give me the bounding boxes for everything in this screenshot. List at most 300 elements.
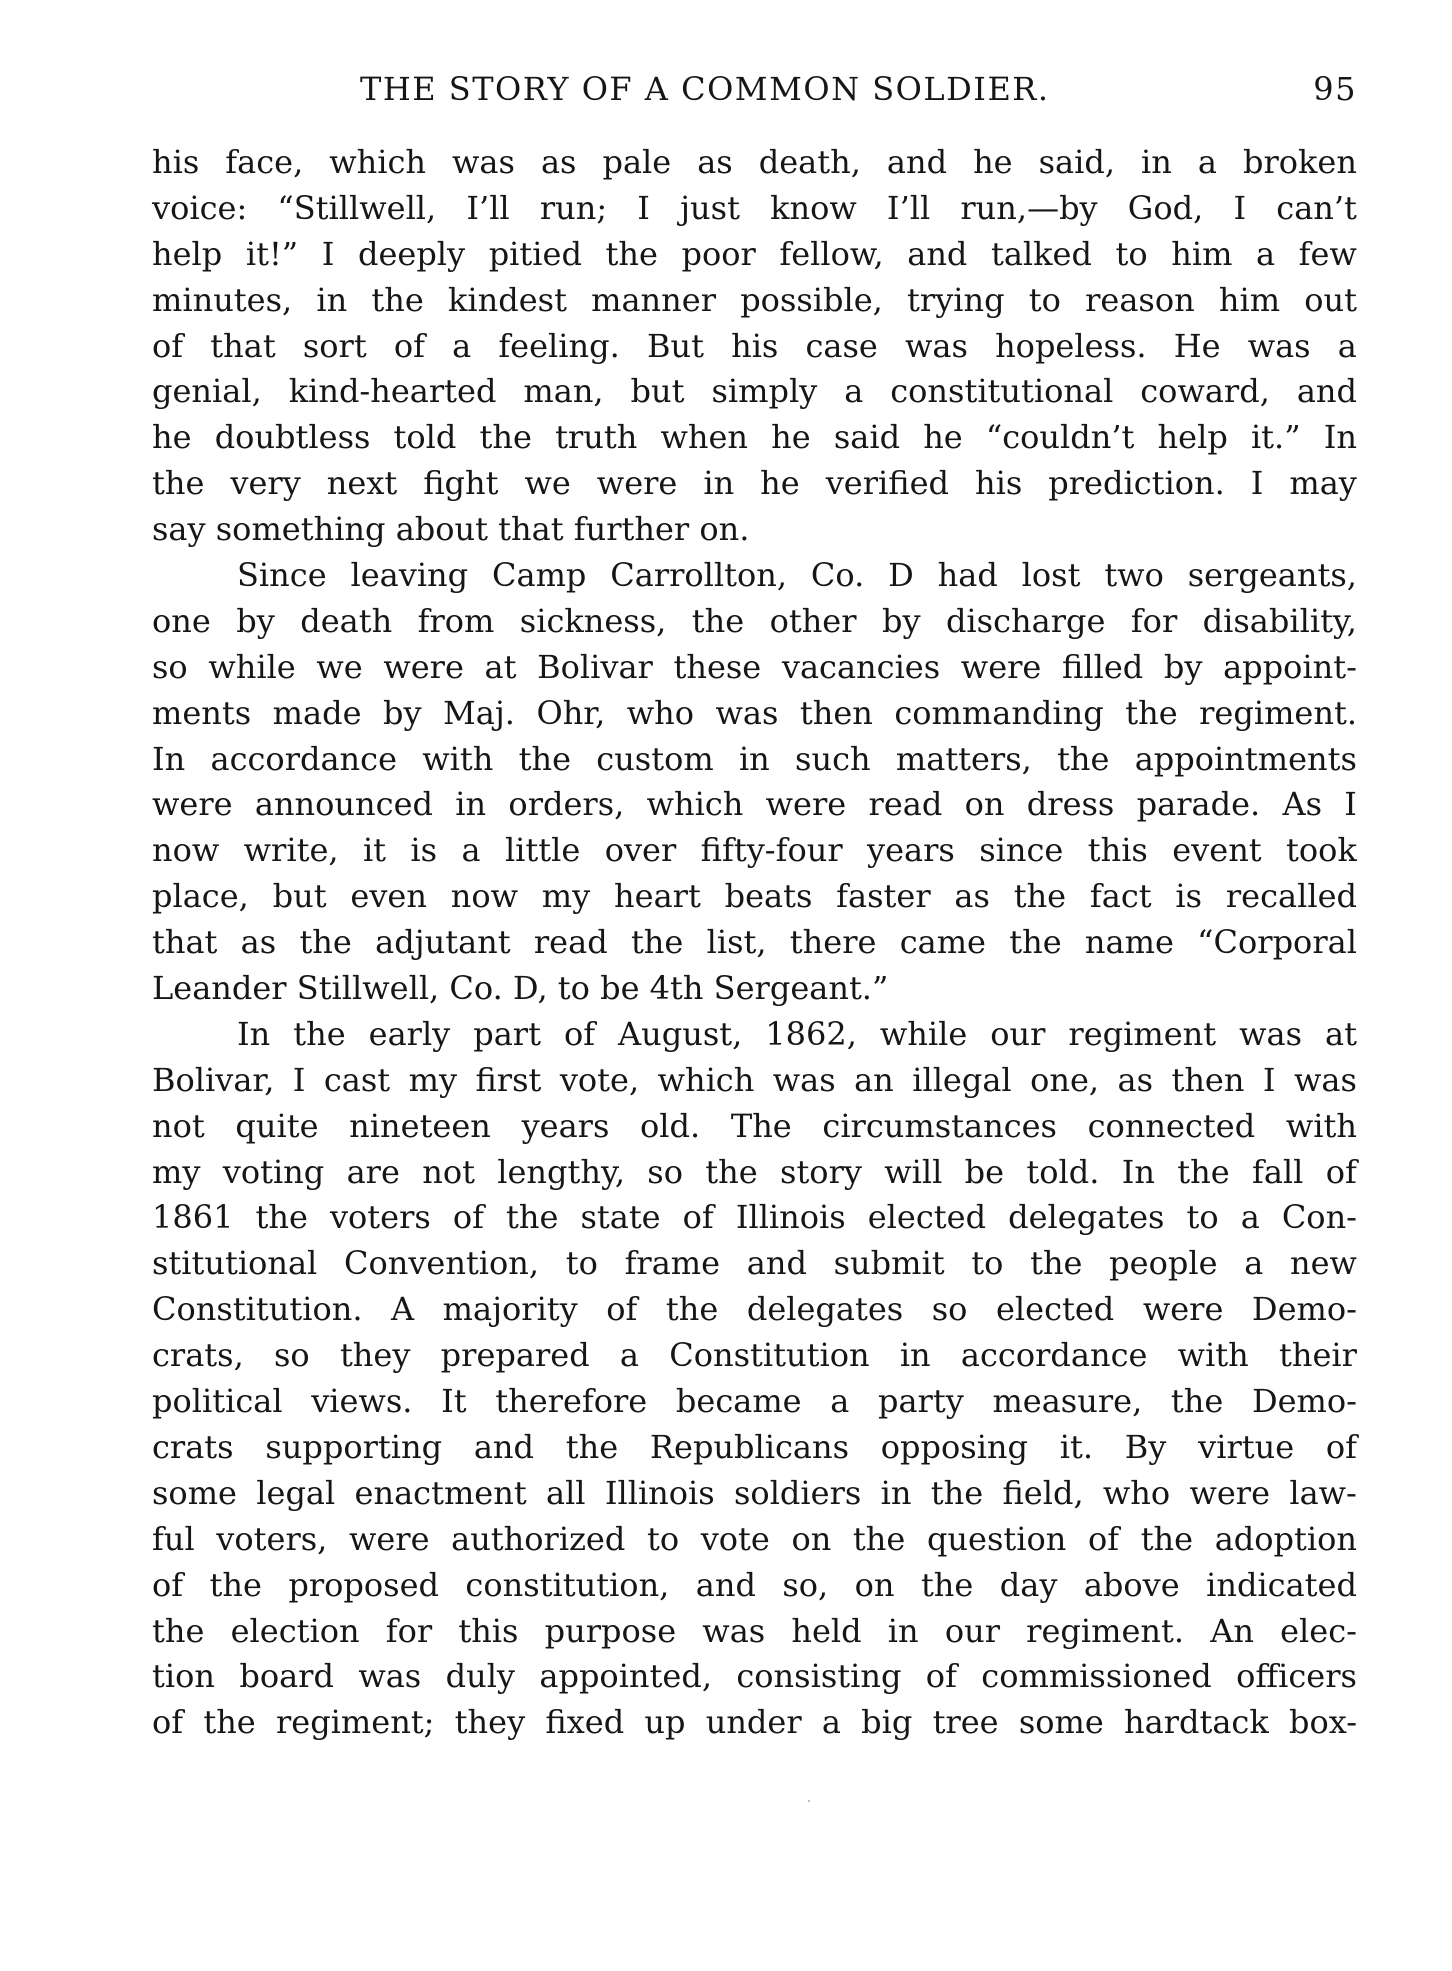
word: said (833, 418, 901, 457)
word: Bolivar, (152, 1060, 275, 1099)
word: the (1057, 739, 1110, 778)
word: announced (254, 785, 433, 824)
word: quite (235, 1106, 319, 1145)
word: not (422, 1152, 475, 1191)
word: a (821, 1703, 841, 1742)
word: delegates (746, 1290, 904, 1329)
word: held (791, 1611, 862, 1650)
word: story (780, 1152, 862, 1191)
word: it. (1059, 1427, 1094, 1466)
text-line (152, 1425, 1357, 1471)
word: a (1240, 1198, 1260, 1237)
word: place, (152, 877, 249, 916)
word: Carrollton, (610, 556, 788, 595)
text-line (152, 140, 1357, 186)
word: 1862, (765, 1014, 857, 1053)
word: I (1344, 785, 1357, 824)
word: the (1125, 693, 1178, 732)
word: now (152, 831, 220, 870)
word: trying (907, 280, 1005, 319)
word: of (925, 1657, 957, 1696)
word: I (637, 188, 650, 227)
word: “Stillwell, (277, 188, 437, 227)
word: virtue (1198, 1427, 1295, 1466)
word: were (152, 785, 233, 824)
word: but (272, 877, 327, 916)
word: out (1304, 280, 1357, 319)
word: cast (323, 1060, 391, 1099)
word: just (680, 188, 740, 227)
word: regiment (1068, 1014, 1217, 1053)
word: Constitution (669, 1336, 870, 1375)
word: death, (758, 143, 861, 181)
word: on (964, 785, 1005, 824)
word: help (1157, 418, 1228, 457)
word: Maj. (443, 693, 515, 732)
word: the (852, 1519, 906, 1558)
word: it (362, 831, 387, 870)
word: submit (833, 1244, 945, 1283)
word: enactment (354, 1473, 527, 1512)
word: law- (1289, 1473, 1357, 1512)
word: I’ll (886, 188, 931, 227)
word: few (1298, 234, 1357, 273)
word: had (937, 556, 998, 595)
text-line (152, 645, 1357, 691)
word: read (868, 785, 943, 824)
text-line (152, 1333, 1357, 1379)
word: connected (1087, 1106, 1256, 1145)
word: the (1140, 1519, 1194, 1558)
word: who (626, 693, 694, 732)
word: under (705, 1703, 802, 1742)
word: proposed (288, 1565, 439, 1604)
text-line (152, 324, 1357, 370)
word: appointments (1134, 739, 1357, 778)
word: by (382, 693, 422, 732)
text-line (152, 1058, 1357, 1104)
word: their (1279, 1336, 1357, 1375)
word: a (452, 326, 472, 365)
word: recalled (1225, 877, 1357, 916)
word: soldiers (734, 1473, 862, 1512)
word: orders, (508, 785, 625, 824)
word: man, (523, 372, 604, 411)
word: matters, (895, 739, 1032, 778)
word: regiment. (1026, 1611, 1185, 1650)
word: lengthy, (497, 1152, 625, 1191)
word: indicated (1206, 1565, 1357, 1604)
word: became (675, 1382, 802, 1421)
word: legal (256, 1473, 336, 1512)
word: from (417, 601, 495, 640)
word: on (854, 1565, 895, 1604)
word: prepared (440, 1336, 590, 1375)
word: In (1323, 418, 1357, 457)
text-line (152, 278, 1357, 324)
word: even (350, 877, 427, 916)
word: the (1009, 923, 1062, 962)
word: of (1087, 1519, 1120, 1558)
word: doubtless (214, 418, 371, 457)
word: and (886, 143, 948, 181)
word: I’ll (466, 188, 510, 227)
word: An (1210, 1611, 1254, 1650)
line-text: Leander Stillwell, Co. D, to be 4th Sergeant.” (152, 969, 889, 1008)
word: simply (711, 372, 818, 411)
word: it!” (245, 234, 299, 273)
word: know (770, 188, 857, 227)
word: of (152, 326, 184, 365)
word: were (383, 647, 464, 686)
word: and (907, 234, 968, 273)
word: with (1177, 1336, 1249, 1375)
word: which (329, 143, 427, 181)
word: I (1233, 188, 1247, 227)
word: adoption (1214, 1519, 1357, 1558)
word: day (999, 1565, 1058, 1604)
word: stitutional (152, 1244, 318, 1283)
word: delegates (1008, 1198, 1165, 1237)
word: a (1197, 143, 1217, 181)
word: he (152, 418, 192, 457)
word: frame (624, 1244, 721, 1283)
word: genial, (152, 372, 262, 411)
word: the (1177, 1152, 1230, 1191)
word: of (682, 1198, 714, 1237)
word: vacancies (781, 647, 941, 686)
word: “couldn’t (985, 418, 1135, 457)
word: are (346, 1152, 400, 1191)
word: can’t (1276, 188, 1357, 227)
word: The (730, 1106, 792, 1145)
word: It (441, 1382, 467, 1421)
word: of (563, 1014, 596, 1053)
word: people (1109, 1244, 1218, 1283)
word: pale (602, 143, 672, 181)
word: He (1173, 326, 1221, 365)
text-line (152, 186, 1357, 232)
word: is (1175, 877, 1203, 916)
text-line (152, 828, 1357, 874)
word: Con- (1281, 1198, 1357, 1237)
word: next (326, 464, 398, 503)
word: big (861, 1703, 913, 1742)
word: a (830, 1382, 850, 1421)
word: while (208, 647, 296, 686)
word: box- (1288, 1703, 1357, 1742)
word: our (944, 1611, 1000, 1650)
word: two (1104, 556, 1164, 595)
text-line (152, 1241, 1357, 1287)
word: of (606, 1290, 638, 1329)
text-line (152, 1150, 1357, 1196)
text-line (152, 507, 1357, 553)
word: question (926, 1519, 1067, 1558)
word: my (541, 877, 591, 916)
word: discharge (945, 601, 1106, 640)
word: and (473, 1427, 534, 1466)
word: the (565, 1427, 619, 1466)
word: kindest (448, 280, 567, 319)
word: voice: (152, 188, 248, 227)
word: D (888, 556, 914, 595)
word: a (1244, 1244, 1264, 1283)
text-line (152, 1563, 1357, 1609)
word: prediction. (1048, 464, 1225, 503)
word: a (461, 831, 481, 870)
word: the (705, 1152, 758, 1191)
word: a (844, 372, 864, 411)
text-line (152, 1517, 1357, 1563)
word: illegal (912, 1060, 1012, 1099)
word: a (1337, 326, 1357, 365)
word: so, (782, 1565, 829, 1604)
word: which (646, 785, 744, 824)
word: fixed (545, 1703, 625, 1742)
word: of (1325, 1152, 1357, 1191)
word: a (1256, 234, 1276, 273)
word: elec- (1280, 1611, 1357, 1650)
word: the (255, 1198, 308, 1237)
word: read (533, 923, 608, 962)
word: accordance (960, 1336, 1148, 1375)
word: may (1289, 464, 1357, 503)
word: event (1172, 831, 1262, 870)
word: all (545, 1473, 586, 1512)
word: of (1325, 1427, 1357, 1466)
word: of (152, 1703, 184, 1742)
word: were (348, 1519, 430, 1558)
page-number: 95 (1313, 70, 1357, 108)
word: such (795, 739, 871, 778)
word: will (884, 1152, 943, 1191)
word: in (1141, 143, 1172, 181)
word: by (881, 601, 921, 640)
word: as (240, 923, 277, 962)
word: he (973, 143, 1013, 181)
word: old. (640, 1106, 701, 1145)
word: in (899, 1336, 931, 1375)
word: of (152, 1565, 184, 1604)
word: he (923, 418, 963, 457)
word: tree (932, 1703, 999, 1742)
word: who (1102, 1473, 1171, 1512)
word: the (605, 234, 658, 273)
word: poor (681, 234, 756, 273)
word: when (660, 418, 748, 457)
word: and (746, 1244, 807, 1283)
word: that (152, 923, 218, 962)
word: that (210, 326, 276, 365)
word: sergeants, (1187, 556, 1357, 595)
word: as (1117, 1060, 1154, 1099)
word: some (152, 1473, 237, 1512)
word: of (452, 1198, 484, 1237)
word: was (1239, 1014, 1302, 1053)
text-line (152, 1104, 1357, 1150)
word: beats (724, 877, 813, 916)
word: elected (995, 1290, 1115, 1329)
word: to (565, 1244, 598, 1283)
word: truth (555, 418, 638, 457)
word: measure, (992, 1382, 1143, 1421)
word: a (619, 1336, 639, 1375)
word: very (230, 464, 301, 503)
word: voters, (216, 1519, 328, 1558)
word: he (760, 464, 800, 503)
word: fall (1252, 1152, 1304, 1191)
word: the (665, 1290, 719, 1329)
word: therefore (495, 1382, 648, 1421)
word: this (1087, 831, 1148, 870)
word: hardtack (1124, 1703, 1269, 1742)
word: were (596, 464, 678, 503)
word: run; (539, 188, 608, 227)
word: kind-hearted (288, 372, 497, 411)
word: duly (445, 1657, 515, 1696)
line-text: say something about that further on. (152, 510, 750, 549)
word: some (1018, 1703, 1104, 1742)
word: so (152, 647, 188, 686)
word: lost (1021, 556, 1081, 595)
word: in (887, 1611, 919, 1650)
running-head-title: THE STORY OF A COMMON SOLDIER. (360, 70, 1050, 108)
word: these (673, 647, 762, 686)
word: for (385, 1611, 433, 1650)
word: by (1163, 647, 1203, 686)
text-line (152, 874, 1357, 920)
text-line (152, 1195, 1357, 1241)
word: I (292, 1060, 306, 1099)
text-line (152, 1287, 1357, 1333)
word: consisting (736, 1657, 902, 1696)
word: regiment; (275, 1703, 435, 1742)
word: and (1296, 372, 1357, 411)
word: face, (225, 143, 304, 181)
word: the (299, 923, 352, 962)
body-text (152, 140, 1357, 1746)
word: an (854, 1060, 894, 1099)
word: him (1218, 280, 1281, 319)
word: officers (1236, 1657, 1357, 1696)
word: adjutant (375, 923, 511, 962)
word: fifty-four (700, 831, 843, 870)
word: coward, (1140, 372, 1270, 411)
word: heart (614, 877, 701, 916)
running-head (152, 70, 1357, 114)
word: new (1289, 1244, 1357, 1283)
word: in (880, 1473, 912, 1512)
word: the (518, 739, 572, 778)
word: the (920, 1565, 974, 1604)
text-line (152, 553, 1357, 599)
word: to (971, 1244, 1004, 1283)
word: election (230, 1611, 360, 1650)
word: not (152, 1106, 205, 1145)
word: was (1293, 1060, 1357, 1099)
word: Constitution. (152, 1290, 363, 1329)
word: early (368, 1014, 451, 1053)
word: I (1262, 1060, 1276, 1099)
word: the (479, 418, 532, 457)
text-line (152, 737, 1357, 783)
word: broken (1242, 143, 1357, 181)
word: then (799, 693, 873, 732)
word: for (1130, 601, 1178, 640)
word: crats, (152, 1336, 244, 1375)
word: in (455, 785, 487, 824)
word: we (316, 647, 363, 686)
word: as (954, 877, 990, 916)
word: was (715, 693, 779, 732)
word: voting (222, 1152, 325, 1191)
word: field, (1002, 1473, 1084, 1512)
word: as (697, 143, 733, 181)
word: part (473, 1014, 541, 1053)
word: first (475, 1060, 542, 1099)
word: was (905, 326, 968, 365)
word: the (293, 1014, 346, 1053)
word: while (879, 1014, 968, 1053)
word: by (236, 601, 275, 640)
word: the (506, 1198, 559, 1237)
word: nineteen (349, 1106, 491, 1145)
text-line (152, 599, 1357, 645)
word: to (1186, 1198, 1219, 1237)
word: Since (237, 556, 327, 595)
word: then (1171, 1060, 1245, 1099)
word: they (454, 1703, 526, 1742)
word: years (867, 831, 955, 870)
word: reason (1085, 280, 1195, 319)
text-line (152, 369, 1357, 415)
word: But (646, 326, 704, 365)
word: were (1189, 1473, 1271, 1512)
word: ful (152, 1519, 195, 1558)
word: we (524, 464, 571, 503)
word: disability, (1202, 601, 1357, 640)
word: In (237, 1014, 271, 1053)
word: constitutional (890, 372, 1114, 411)
word: his (152, 143, 200, 181)
word: tion (152, 1657, 215, 1696)
word: constitution, (465, 1565, 670, 1604)
word: said, (1038, 143, 1116, 181)
word: there (789, 923, 877, 962)
word: Demo- (1251, 1290, 1357, 1329)
word: so (274, 1336, 310, 1375)
word: vote (700, 1519, 770, 1558)
word: commanding (894, 693, 1104, 732)
text-line (152, 232, 1357, 278)
word: Illinois (735, 1198, 846, 1237)
word: one (152, 601, 211, 640)
word: in (316, 280, 348, 319)
word: sort (302, 326, 367, 365)
word: was (702, 1611, 766, 1650)
text-line (152, 1700, 1357, 1746)
word: Convention, (343, 1244, 540, 1283)
word: possible, (740, 280, 883, 319)
word: the (203, 1703, 256, 1742)
word: were (960, 647, 1042, 686)
word: help (152, 234, 223, 273)
word: appointed, (539, 1657, 712, 1696)
word: By (1124, 1427, 1167, 1466)
word: were (765, 785, 847, 824)
word: the (371, 280, 424, 319)
